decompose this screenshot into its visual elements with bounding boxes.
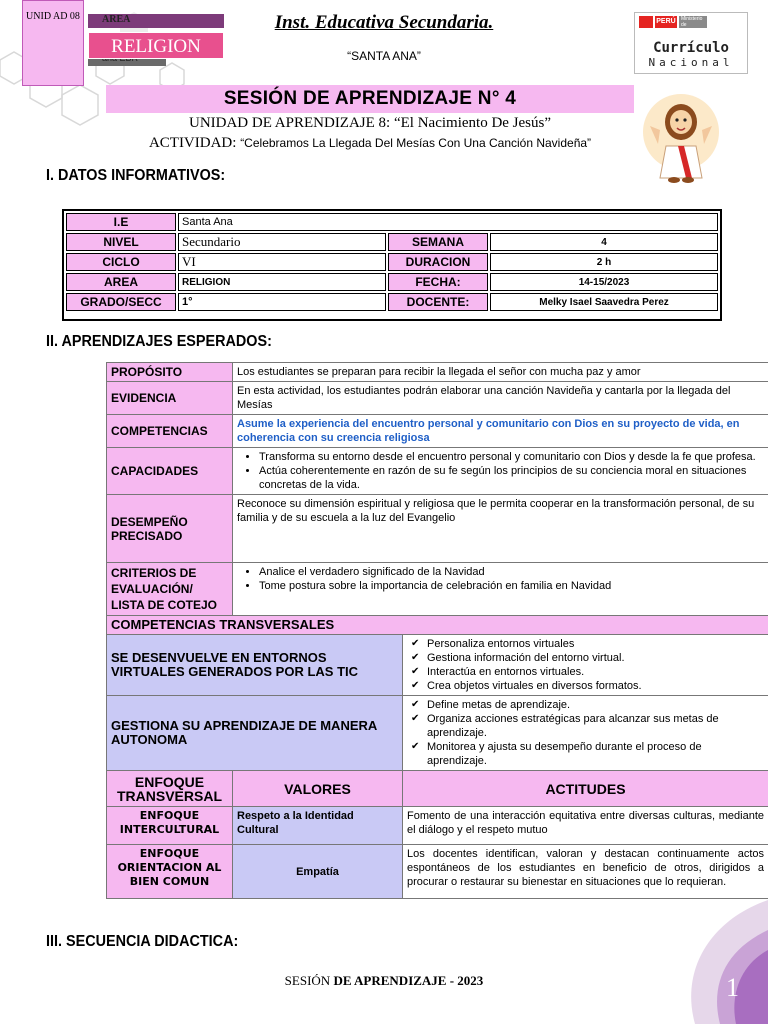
- actividad-line: [106, 135, 634, 152]
- unidad-badge: UNID AD 08: [22, 0, 84, 86]
- desempeno-text: Reconoce su dimensión espiritual y religiosa que le permita cooperar en la transformación personal, de su familia y de su escuela a la luz del Evangelio: [233, 495, 768, 563]
- valor-empatia: Empatía: [233, 845, 403, 899]
- criterios-label: CRITERIOS DE EVALUACIÓN/ LISTA DE COTEJO: [107, 563, 233, 616]
- tic-competencia-label: SE DESENVUELVE EN ENTORNOS VIRTUALES GENERADOS POR LAS TIC: [107, 635, 403, 696]
- gestiona-item: ✔ Monitorea y ajusta su desempeño durante el proceso de aprendizaje.: [427, 740, 764, 768]
- evidencia-label: EVIDENCIA: [107, 382, 233, 415]
- corner-swoosh: [600, 890, 768, 1024]
- docente-value: Melky Isael Saavedra Perez: [490, 293, 718, 311]
- unidad-line: UNIDAD DE APRENDIZAJE 8: “El Nacimiento De Jesús”: [188, 115, 552, 131]
- section-datos-heading: I. DATOS INFORMATIVOS:: [46, 167, 226, 184]
- nivel-label: NIVEL: [66, 233, 176, 251]
- actitud-bien-comun: Los docentes identifican, valoran y destacan continuamente actos espontáneos de los estudiantes en beneficio de otros, dirigidos a procurar o restaurar su bienestar en situaciones que lo requieran.: [403, 845, 768, 899]
- fecha-label: FECHA:: [388, 273, 488, 291]
- area-label: AREA: [66, 273, 176, 291]
- school-name: “SANTA ANA”: [347, 49, 421, 63]
- logo-title-2: Nacional: [648, 56, 734, 69]
- logo-peru-text: PERÚ: [655, 16, 677, 28]
- logo-title-1: Currículo: [653, 40, 729, 56]
- nivel-value: Secundario: [178, 233, 386, 251]
- proposito-text: Los estudiantes se preparan para recibir la llegada el señor con mucha paz y amor: [233, 363, 768, 382]
- duracion-value: 2 h: [490, 253, 718, 271]
- semana-value: 4: [490, 233, 718, 251]
- enfoque-bien-comun: ENFOQUE ORIENTACION AL BIEN COMUN: [107, 845, 233, 899]
- jesus-cartoon-icon: [640, 92, 722, 184]
- competencias-text: Asume la experiencia del encuentro personal y comunitario con Dios en su proyecto de vida, en coherencia con su creencia religiosa: [233, 415, 768, 448]
- area-name-badge: RELIGION: [88, 32, 224, 59]
- criterio-item: • Tome postura sobre la importancia de celebración en familia en Navidad: [259, 579, 764, 593]
- semana-label: SEMANA: [388, 233, 488, 251]
- actividad-label: ACTIVIDAD:: [148, 135, 237, 151]
- tic-item: ✔ Interactúa en entornos virtuales.: [427, 665, 764, 679]
- proposito-label: PROPÓSITO: [107, 363, 233, 382]
- peru-shield-icon: [639, 16, 653, 28]
- area-strip: AREA: [88, 14, 224, 28]
- duracion-label: DURACION: [388, 253, 488, 271]
- page-number: 1: [726, 973, 739, 1002]
- area-value: RELIGION: [178, 273, 386, 291]
- aprendizajes-table: [106, 362, 768, 899]
- capacidad-item: • Transforma su entorno desde el encuentro personal y comunitario con Dios y desde la fe que profesa.: [259, 450, 764, 464]
- grado-value: 1°: [178, 293, 386, 311]
- actitudes-header: ACTITUDES: [403, 771, 768, 807]
- section-aprendizajes-heading: II. APRENDIZAJES ESPERADOS:: [46, 333, 272, 350]
- session-title: SESIÓN DE APRENDIZAJE N° 4: [106, 85, 634, 113]
- valor-respeto: Respeto a la Identidad Cultural: [233, 807, 403, 845]
- valores-header: VALORES: [233, 771, 403, 807]
- enfoque-transversal-header: ENFOQUE TRANSVERSAL: [107, 771, 233, 807]
- section-secuencia-heading: III. SECUENCIA DIDACTICA:: [46, 933, 239, 950]
- grado-label: GRADO/SECC: [66, 293, 176, 311]
- tic-item: ✔ Crea objetos virtuales en diversos formatos.: [427, 679, 764, 693]
- criterio-item: • Analice el verdadero significado de la Navidad: [259, 565, 764, 579]
- capacidad-item: • Actúa coherentemente en razón de su fe según los principios de su conciencia moral en situaciones concretas de la vida.: [259, 464, 764, 492]
- ie-value: Santa Ana: [178, 213, 718, 231]
- docente-label: DOCENTE:: [388, 293, 488, 311]
- curriculo-nacional-logo: [634, 12, 748, 74]
- tic-items-cell: [403, 635, 768, 696]
- ciclo-label: CICLO: [66, 253, 176, 271]
- actitud-intercultural: Fomento de una interacción equitativa entre diversas culturas, mediante el diálogo y el respeto mutuo: [403, 807, 768, 845]
- competencias-label: COMPETENCIAS: [107, 415, 233, 448]
- evidencia-text: En esta actividad, los estudiantes podrán elaborar una canción Navideña y cantarla por la llegada del Mesías: [233, 382, 768, 415]
- gestiona-items-cell: [403, 696, 768, 771]
- actividad-text: “Celebramos La Llegada Del Mesías Con Una Canción Navideña”: [240, 136, 592, 150]
- desempeno-label: DESEMPEÑO PRECISADO: [107, 495, 233, 563]
- gestiona-item: ✔ Organiza acciones estratégicas para alcanzar sus metas de aprendizaje.: [427, 712, 764, 740]
- institution-title-text: Inst. Educativa Secundaria.: [274, 12, 494, 33]
- competencias-transversales-header: COMPETENCIAS TRANSVERSALES: [107, 616, 768, 635]
- criterios-cell: [233, 563, 768, 616]
- footer-text-a: SESIÓN: [284, 973, 331, 988]
- footer-text-b: DE APRENDIZAJE - 2023: [333, 973, 484, 988]
- tic-item: ✔ Personaliza entornos virtuales: [427, 637, 764, 651]
- logo-ministry-text: Ministerio de Educación: [679, 16, 707, 28]
- gestiona-item: ✔ Define metas de aprendizaje.: [427, 698, 764, 712]
- capacidades-label: CAPACIDADES: [107, 448, 233, 495]
- page-footer: [0, 973, 768, 989]
- tic-item: ✔ Gestiona información del entorno virtual.: [427, 651, 764, 665]
- ciclo-value: VI: [178, 253, 386, 271]
- gestiona-competencia-label: GESTIONA SU APRENDIZAJE DE MANERA AUTONOMA: [107, 696, 403, 771]
- enfoque-intercultural: ENFOQUE INTERCULTURAL: [107, 807, 233, 845]
- capacidades-cell: [233, 448, 768, 495]
- datos-table: [62, 209, 722, 321]
- ie-label: I.E: [66, 213, 176, 231]
- fecha-value: 14-15/2023: [490, 273, 718, 291]
